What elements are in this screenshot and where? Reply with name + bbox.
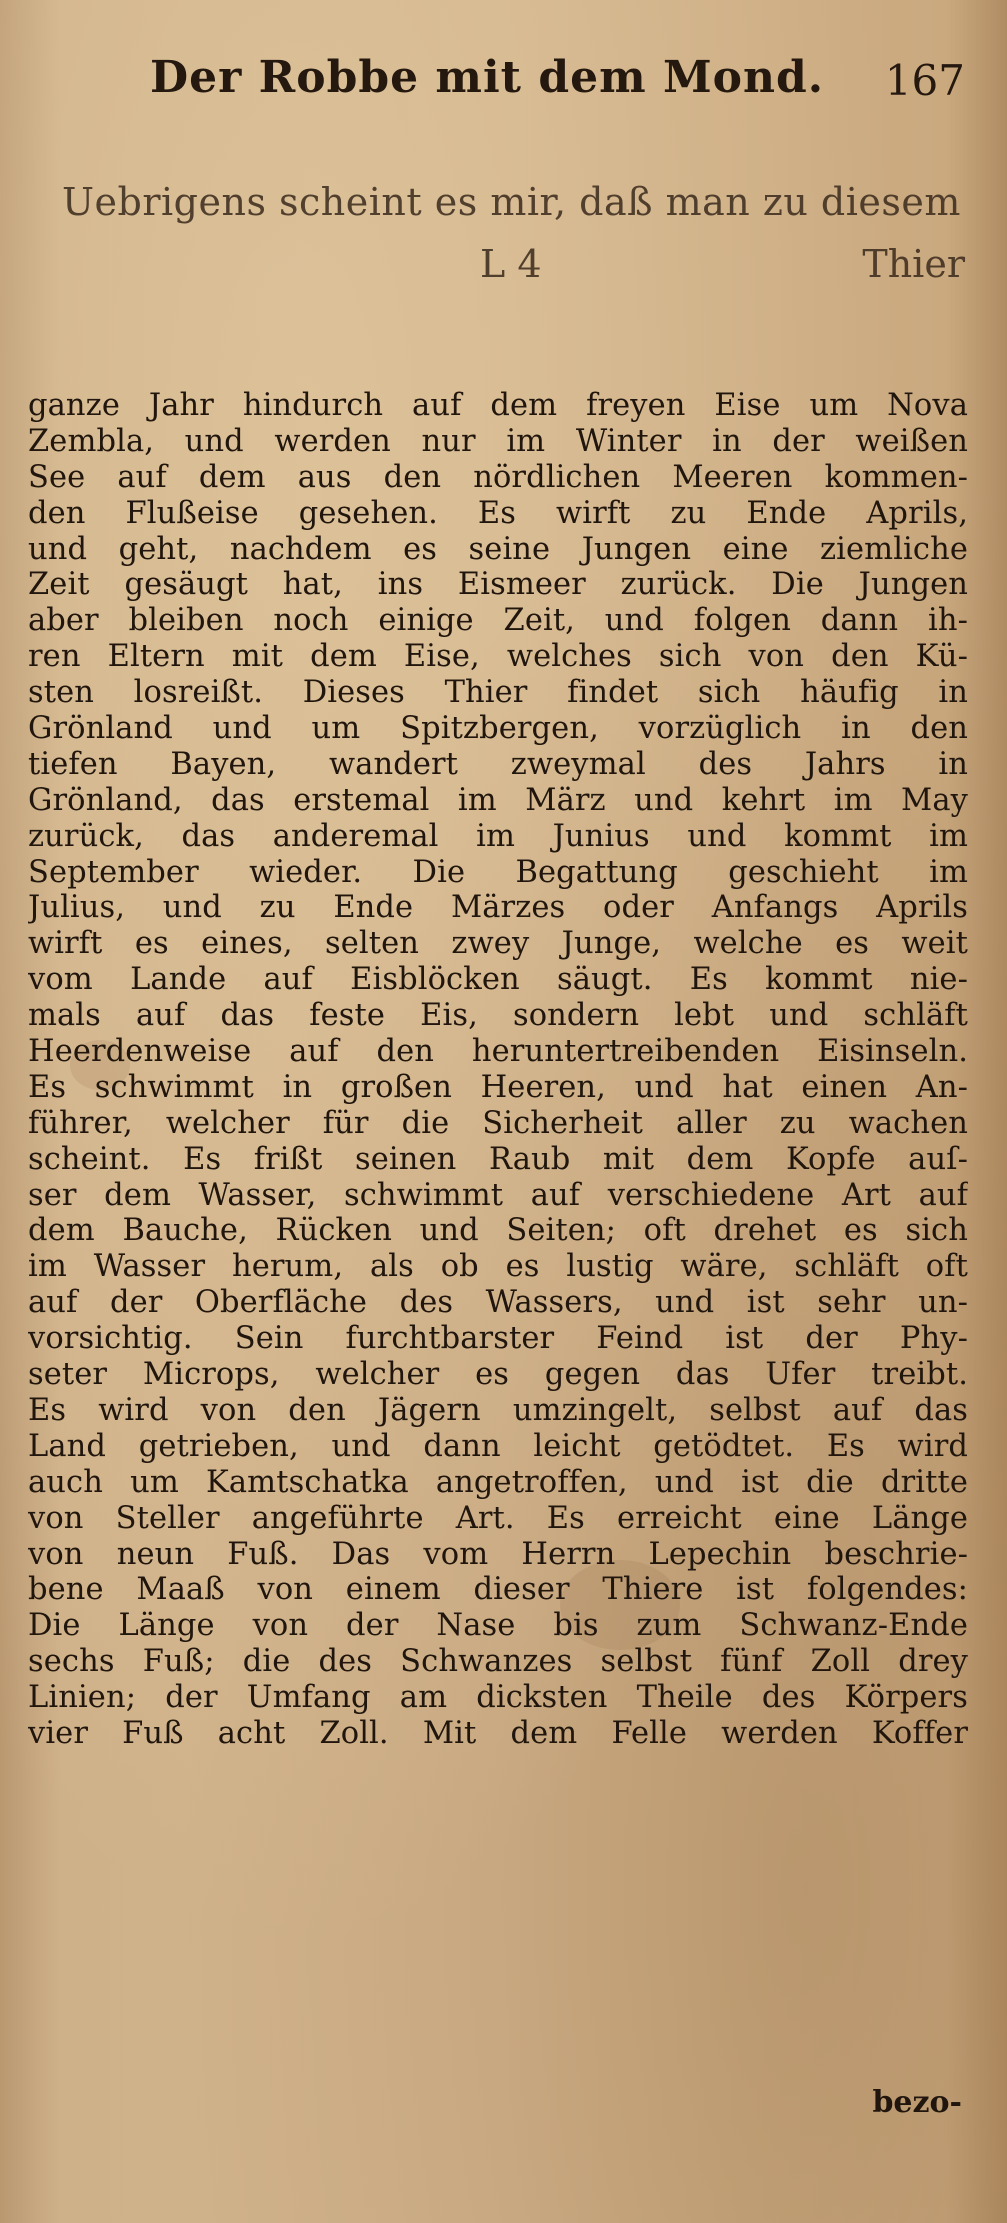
text-line: tiefen Bayen, wandert zweymal des Jahrs in bbox=[28, 746, 968, 782]
text-line: ren Eltern mit dem Eise, welches sich von den Kü- bbox=[28, 639, 968, 675]
text-line: auf der Oberfläche des Wassers, und ist sehr un- bbox=[28, 1285, 968, 1321]
text-line: Es wird von den Jägern umzingelt, selbst auf das bbox=[28, 1392, 968, 1428]
text-line: zurück, das anderemal im Junius und kommt im bbox=[28, 818, 968, 854]
show-through-catchword: Thier bbox=[862, 242, 965, 286]
body-text bbox=[28, 388, 968, 1752]
text-line: Grönland und um Spitzbergen, vorzüglich in den bbox=[28, 711, 968, 747]
text-line: vom Lande auf Eisblöcken säugt. Es kommt nie- bbox=[28, 962, 968, 998]
text-line: See auf dem aus den nördlichen Meeren kommen- bbox=[28, 459, 968, 495]
text-line: von neun Fuß. Das vom Herrn Lepechin beschrie- bbox=[28, 1536, 968, 1572]
text-line: mals auf das feste Eis, sondern lebt und schläft bbox=[28, 998, 968, 1034]
text-line: den Flußeise gesehen. Es wirft zu Ende Aprils, bbox=[28, 495, 968, 531]
text-line: dem Bauche, Rücken und Seiten; oft drehet es sich bbox=[28, 1213, 968, 1249]
text-line: Es schwimmt in großen Heeren, und hat einen An- bbox=[28, 1069, 968, 1105]
show-through-line: Uebrigens scheint es mir, daß man zu diesem bbox=[62, 180, 961, 224]
text-line: Land getrieben, und dann leicht getödtet. Es wird bbox=[28, 1428, 968, 1464]
text-line: September wieder. Die Begattung geschieht im bbox=[28, 854, 968, 890]
text-line: ser dem Wasser, schwimmt auf verschiedene Art auf bbox=[28, 1177, 968, 1213]
text-line: im Wasser herum, als ob es lustig wäre, schläft oft bbox=[28, 1249, 968, 1285]
text-line: vier Fuß acht Zoll. Mit dem Felle werden Koffer bbox=[28, 1715, 968, 1751]
text-line: ganze Jahr hindurch auf dem freyen Eise um Nova bbox=[28, 388, 968, 423]
text-line: führer, welcher für die Sicherheit aller zu wachen bbox=[28, 1105, 968, 1141]
page-header bbox=[150, 52, 965, 122]
text-line: auch um Kamtschatka angetroffen, und ist die dritte bbox=[28, 1464, 968, 1500]
text-line: sten losreißt. Dieses Thier findet sich häufig in bbox=[28, 675, 968, 711]
catchword: bezo- bbox=[872, 2085, 962, 2120]
text-line: vorsichtig. Sein furchtbarster Feind ist der Phy- bbox=[28, 1321, 968, 1357]
text-line: bene Maaß von einem dieser Thiere ist folgendes: bbox=[28, 1572, 968, 1608]
text-line: Linien; der Umfang am dicksten Theile des Körpers bbox=[28, 1680, 968, 1716]
show-through-signature: L 4 bbox=[480, 242, 542, 286]
text-line: Zembla, und werden nur im Winter in der weißen bbox=[28, 423, 968, 459]
text-line: und geht, nachdem es seine Jungen eine ziemliche bbox=[28, 531, 968, 567]
text-line: Grönland, das erstemal im März und kehrt im May bbox=[28, 782, 968, 818]
text-line: scheint. Es frißt seinen Raub mit dem Kopfe auſ- bbox=[28, 1141, 968, 1177]
text-line: Zeit gesäugt hat, ins Eismeer zurück. Die Jungen bbox=[28, 567, 968, 603]
text-line: sechs Fuß; die des Schwanzes selbst fünf Zoll drey bbox=[28, 1644, 968, 1680]
running-title: Der Robbe mit dem Mond. bbox=[150, 52, 825, 103]
text-line: Julius, und zu Ende Märzes oder Anfangs Aprils bbox=[28, 890, 968, 926]
text-line: wirft es eines, selten zwey Junge, welche es weit bbox=[28, 926, 968, 962]
text-line: von Steller angeführte Art. Es erreicht eine Länge bbox=[28, 1500, 968, 1536]
page-number: 167 bbox=[884, 56, 965, 105]
text-line: Heerdenweise auf den heruntertreibenden Eisinseln. bbox=[28, 1034, 968, 1070]
text-line: Die Länge von der Nase bis zum Schwanz-Ende bbox=[28, 1608, 968, 1644]
text-line: seter Microps, welcher es gegen das Ufer treibt. bbox=[28, 1357, 968, 1393]
text-line: aber bleiben noch einige Zeit, und folgen dann ih- bbox=[28, 603, 968, 639]
